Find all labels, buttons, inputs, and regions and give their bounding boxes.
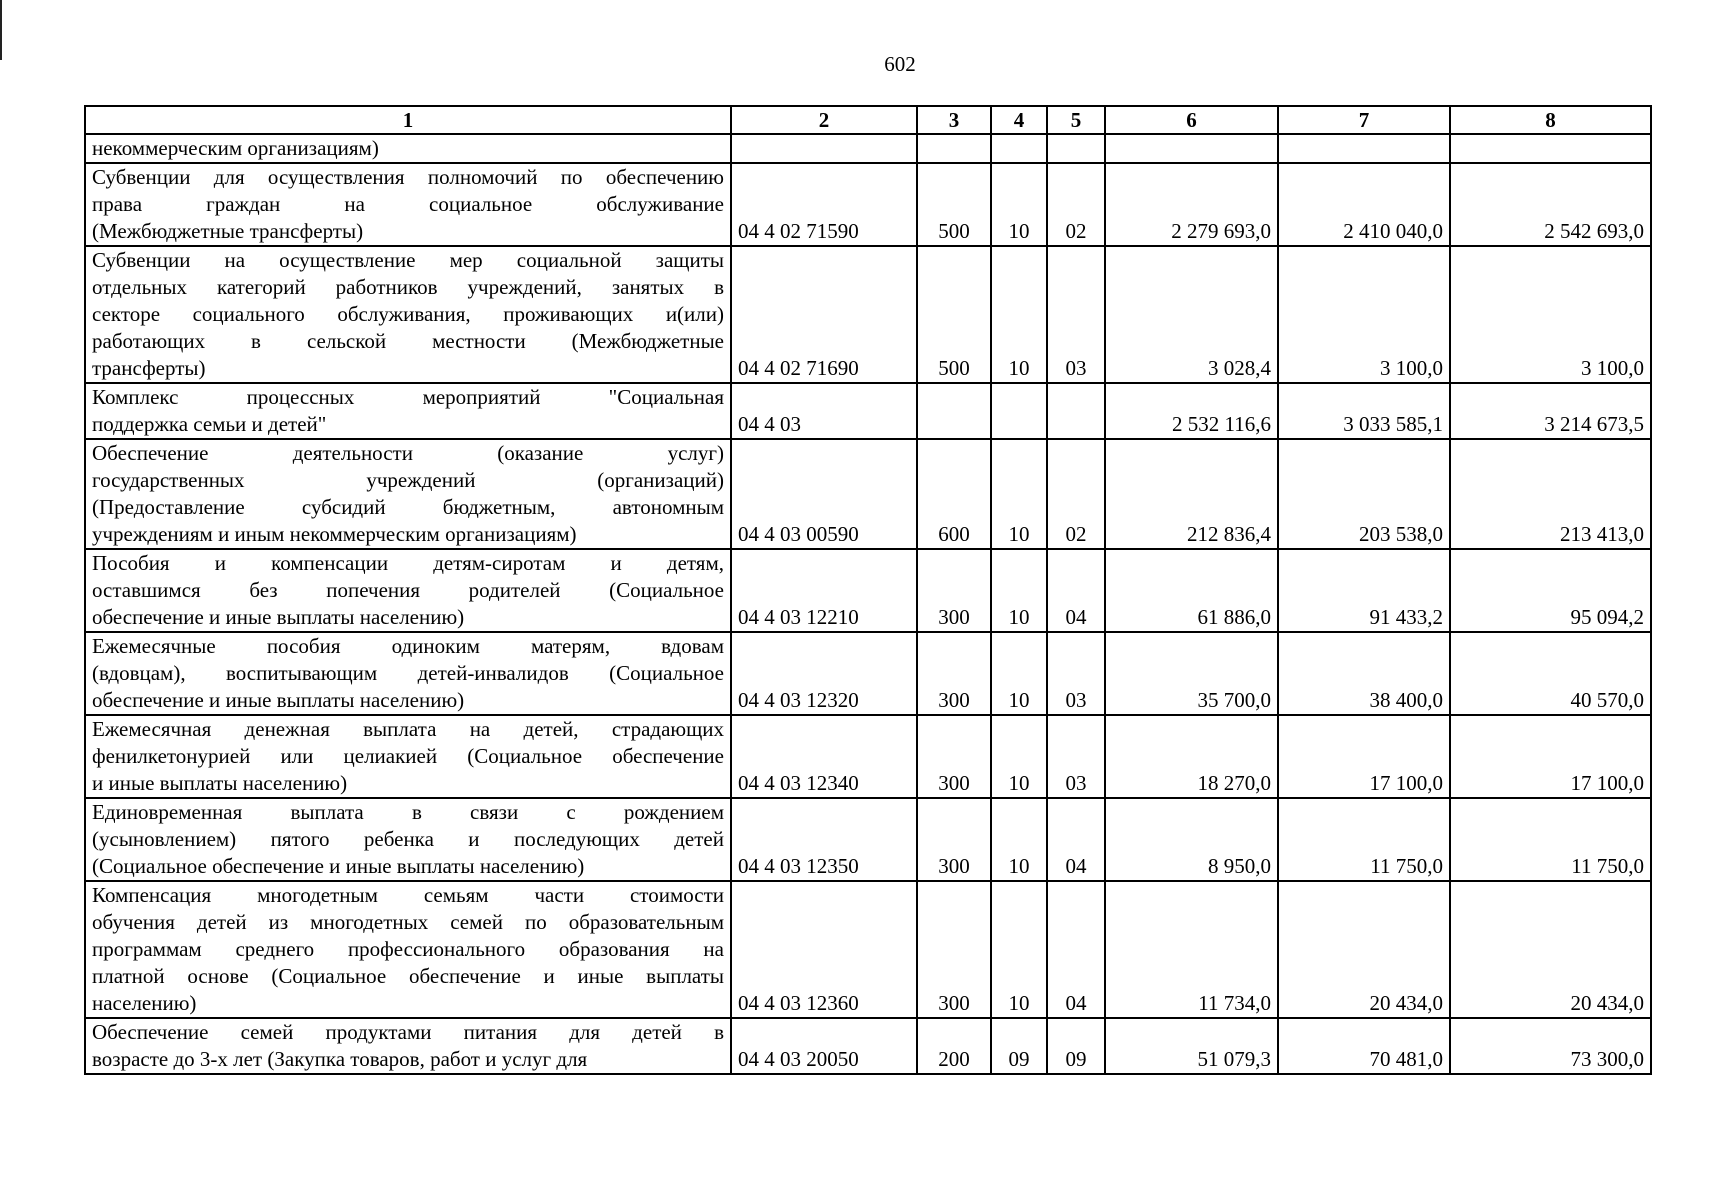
table-row: [85, 246, 1651, 383]
description-line: возрасте до 3-х лет (Закупка товаров, работ и услуг для: [92, 1047, 588, 1071]
expense-type-cell: 300: [917, 881, 991, 1018]
amount-year3-cell: [1450, 134, 1651, 163]
amount-year2-cell: 3 100,0: [1278, 246, 1450, 383]
table-row: [85, 549, 1651, 632]
table-row: [85, 439, 1651, 549]
section-cell: 10: [991, 632, 1047, 715]
amount-year2-cell: 2 410 040,0: [1278, 163, 1450, 246]
description-line: населению): [92, 991, 197, 1015]
amount-year2-cell: 11 750,0: [1278, 798, 1450, 881]
amount-year3-cell: 2 542 693,0: [1450, 163, 1651, 246]
description-cell: [85, 1018, 731, 1074]
kbk-code-cell: 04 4 02 71590: [731, 163, 917, 246]
table-row: [85, 798, 1651, 881]
amount-year2-cell: 17 100,0: [1278, 715, 1450, 798]
description-line: некоммерческим организациям): [92, 136, 379, 160]
description-line: трансферты): [92, 356, 206, 380]
expense-type-cell: 500: [917, 246, 991, 383]
description-line: (Предоставление субсидий бюджетным, автономным: [92, 495, 724, 519]
description-line: права граждан на социальное обслуживание: [92, 192, 724, 216]
description-line: Обеспечение деятельности (оказание услуг): [92, 441, 724, 465]
section-cell: 09: [991, 1018, 1047, 1074]
section-cell: 10: [991, 439, 1047, 549]
description-line: платной основе (Социальное обеспечение и иные выплаты: [92, 964, 724, 988]
amount-year1-cell: 8 950,0: [1105, 798, 1278, 881]
column-header: 1: [85, 106, 731, 134]
description-line: Единовременная выплата в связи с рождением: [92, 800, 724, 824]
kbk-code-cell: 04 4 03 00590: [731, 439, 917, 549]
amount-year1-cell: 18 270,0: [1105, 715, 1278, 798]
subsection-cell: 03: [1047, 246, 1105, 383]
amount-year3-cell: 73 300,0: [1450, 1018, 1651, 1074]
amount-year2-cell: 203 538,0: [1278, 439, 1450, 549]
amount-year1-cell: 11 734,0: [1105, 881, 1278, 1018]
subsection-cell: 03: [1047, 632, 1105, 715]
amount-year3-cell: 11 750,0: [1450, 798, 1651, 881]
kbk-code-cell: 04 4 03 12360: [731, 881, 917, 1018]
description-line: Субвенции на осуществление мер социальной защиты: [92, 248, 724, 272]
section-cell: [991, 383, 1047, 439]
column-header: 8: [1450, 106, 1651, 134]
table-row: [85, 383, 1651, 439]
expense-type-cell: 300: [917, 715, 991, 798]
table-row: [85, 715, 1651, 798]
column-header: 2: [731, 106, 917, 134]
kbk-code-cell: 04 4 03: [731, 383, 917, 439]
expense-type-cell: 600: [917, 439, 991, 549]
kbk-code-cell: 04 4 03 20050: [731, 1018, 917, 1074]
description-line: обеспечение и иные выплаты населению): [92, 688, 465, 712]
subsection-cell: [1047, 134, 1105, 163]
section-cell: 10: [991, 549, 1047, 632]
amount-year3-cell: 95 094,2: [1450, 549, 1651, 632]
subsection-cell: 04: [1047, 881, 1105, 1018]
column-header: 6: [1105, 106, 1278, 134]
subsection-cell: [1047, 383, 1105, 439]
description-line: работающих в сельской местности (Межбюджетные: [92, 329, 724, 353]
table-row: [85, 1018, 1651, 1074]
amount-year2-cell: 20 434,0: [1278, 881, 1450, 1018]
amount-year1-cell: 2 532 116,6: [1105, 383, 1278, 439]
description-line: Пособия и компенсации детям-сиротам и детям,: [92, 551, 724, 575]
description-cell: [85, 246, 731, 383]
amount-year3-cell: 3 214 673,5: [1450, 383, 1651, 439]
budget-table: [84, 105, 1652, 1075]
subsection-cell: 03: [1047, 715, 1105, 798]
amount-year3-cell: 40 570,0: [1450, 632, 1651, 715]
amount-year2-cell: [1278, 134, 1450, 163]
column-header: 4: [991, 106, 1047, 134]
subsection-cell: 09: [1047, 1018, 1105, 1074]
page-edge-rule: [0, 0, 2, 60]
description-line: Комплекс процессных мероприятий "Социальная: [92, 385, 724, 409]
description-line: и иные выплаты населению): [92, 771, 348, 795]
table-row: [85, 163, 1651, 246]
description-line: отдельных категорий работников учреждений, занятых в: [92, 275, 724, 299]
section-cell: 10: [991, 163, 1047, 246]
description-line: программам среднего профессионального образования на: [92, 937, 724, 961]
description-line: фенилкетонурией или целиакией (Социальное обеспечение: [92, 744, 724, 768]
page-number: 602: [884, 52, 916, 76]
expense-type-cell: [917, 383, 991, 439]
kbk-code-cell: 04 4 03 12320: [731, 632, 917, 715]
column-header: 3: [917, 106, 991, 134]
amount-year1-cell: 35 700,0: [1105, 632, 1278, 715]
description-line: (усыновлением) пятого ребенка и последующих детей: [92, 827, 724, 851]
expense-type-cell: 300: [917, 798, 991, 881]
description-line: государственных учреждений (организаций): [92, 468, 724, 492]
description-line: (Межбюджетные трансферты): [92, 219, 364, 243]
description-line: поддержка семьи и детей": [92, 412, 327, 436]
subsection-cell: 04: [1047, 798, 1105, 881]
description-line: (Социальное обеспечение и иные выплаты населению): [92, 854, 585, 878]
description-cell: [85, 134, 731, 163]
amount-year1-cell: 2 279 693,0: [1105, 163, 1278, 246]
expense-type-cell: 200: [917, 1018, 991, 1074]
description-cell: [85, 881, 731, 1018]
amount-year2-cell: 38 400,0: [1278, 632, 1450, 715]
description-cell: [85, 439, 731, 549]
description-line: оставшимся без попечения родителей (Социальное: [92, 578, 724, 602]
description-cell: [85, 715, 731, 798]
section-cell: 10: [991, 715, 1047, 798]
description-cell: [85, 549, 731, 632]
amount-year3-cell: 3 100,0: [1450, 246, 1651, 383]
section-cell: 10: [991, 881, 1047, 1018]
table-body: [85, 134, 1651, 1074]
kbk-code-cell: 04 4 03 12340: [731, 715, 917, 798]
description-line: учреждениям и иным некоммерческим организациям): [92, 522, 577, 546]
column-header: 5: [1047, 106, 1105, 134]
amount-year2-cell: 70 481,0: [1278, 1018, 1450, 1074]
table-row: [85, 632, 1651, 715]
section-cell: 10: [991, 798, 1047, 881]
section-cell: [991, 134, 1047, 163]
kbk-code-cell: [731, 134, 917, 163]
description-line: секторе социального обслуживания, проживающих и(или): [92, 302, 724, 326]
description-cell: [85, 632, 731, 715]
description-line: Компенсация многодетным семьям части стоимости: [92, 883, 724, 907]
kbk-code-cell: 04 4 02 71690: [731, 246, 917, 383]
subsection-cell: 02: [1047, 439, 1105, 549]
description-line: Ежемесячная денежная выплата на детей, страдающих: [92, 717, 724, 741]
description-line: Субвенции для осуществления полномочий по обеспечению: [92, 165, 724, 189]
kbk-code-cell: 04 4 03 12350: [731, 798, 917, 881]
description-cell: [85, 798, 731, 881]
description-line: обеспечение и иные выплаты населению): [92, 605, 465, 629]
amount-year3-cell: 17 100,0: [1450, 715, 1651, 798]
amount-year1-cell: 3 028,4: [1105, 246, 1278, 383]
expense-type-cell: 300: [917, 632, 991, 715]
column-header: 7: [1278, 106, 1450, 134]
amount-year1-cell: 61 886,0: [1105, 549, 1278, 632]
amount-year1-cell: [1105, 134, 1278, 163]
header-row: [85, 106, 1651, 134]
table-row: [85, 134, 1651, 163]
expense-type-cell: 500: [917, 163, 991, 246]
description-cell: [85, 163, 731, 246]
description-line: обучения детей из многодетных семей по образовательным: [92, 910, 724, 934]
section-cell: 10: [991, 246, 1047, 383]
amount-year1-cell: 212 836,4: [1105, 439, 1278, 549]
amount-year2-cell: 91 433,2: [1278, 549, 1450, 632]
description-line: (вдовцам), воспитывающим детей-инвалидов (Социальное: [92, 661, 724, 685]
table-row: [85, 881, 1651, 1018]
expense-type-cell: 300: [917, 549, 991, 632]
description-line: Обеспечение семей продуктами питания для детей в: [92, 1020, 724, 1044]
amount-year1-cell: 51 079,3: [1105, 1018, 1278, 1074]
kbk-code-cell: 04 4 03 12210: [731, 549, 917, 632]
description-line: Ежемесячные пособия одиноким матерям, вдовам: [92, 634, 724, 658]
expense-type-cell: [917, 134, 991, 163]
subsection-cell: 04: [1047, 549, 1105, 632]
subsection-cell: 02: [1047, 163, 1105, 246]
amount-year3-cell: 213 413,0: [1450, 439, 1651, 549]
amount-year3-cell: 20 434,0: [1450, 881, 1651, 1018]
amount-year2-cell: 3 033 585,1: [1278, 383, 1450, 439]
description-cell: [85, 383, 731, 439]
